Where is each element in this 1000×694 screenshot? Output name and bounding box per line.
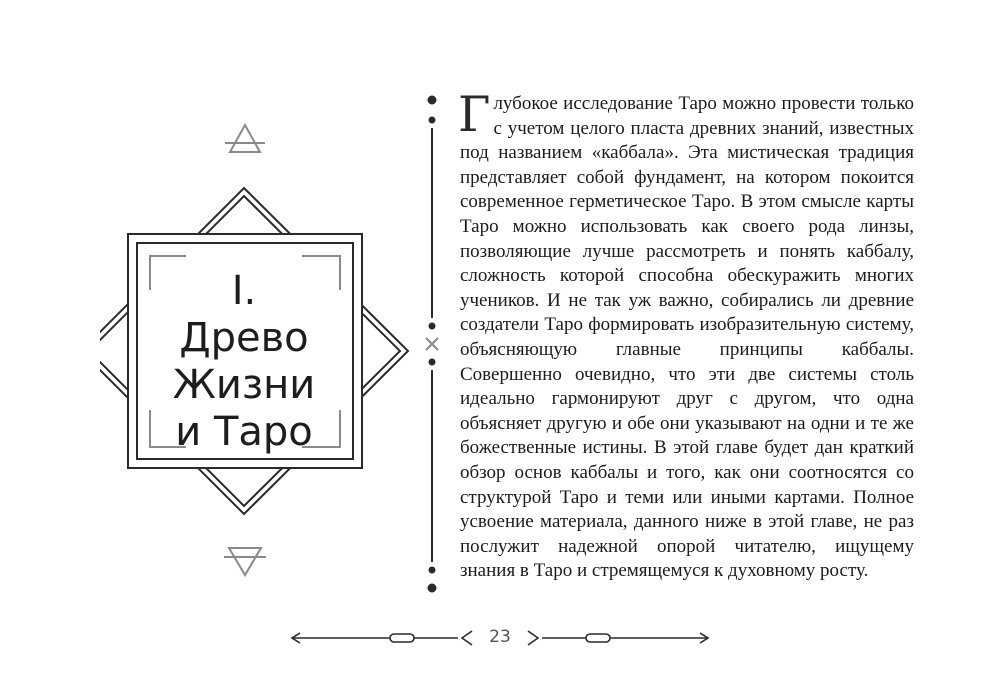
body-paragraph [458, 86, 914, 584]
cross-icon [426, 338, 438, 350]
page-number: 23 [489, 627, 511, 647]
drop-cap: Г [458, 86, 491, 143]
vertical-divider [412, 90, 452, 600]
top-triangle-icon [225, 125, 265, 152]
bottom-triangle-icon [224, 548, 266, 575]
chapter-title-line-3: и Таро [175, 409, 313, 455]
body-text: лубокое исследование Таро можно провести только с учетом целого пласта древних знаний, известных под названием «каббала». Эта мистическая традиция представляет собой фундамент, на котором покоится современное герметическое Таро. В этом смысле карты Таро можно использовать как своего рода линзы, позволяющие лучше рассмотреть и понять каббалу, сложность которой способна обескуражить многих учеников. И не так уж важно, собирались ли древние создатели Таро формировать изобразительную систему, объясняющую главные принципы каббалы. Совершенно очевидно, что эти две системы столь идеально гармонируют друг с другом, что одна объясняет другую и обе они указывают на одни и те же божественные истины. В этой главе будет дан краткий обзор основ каббалы и того, как они соотносятся со структурой Таро и теми или иными картами. Полное усвоение материала, данного ниже в этой главе, не раз послужит надежной опорой читателю, ищущему знания в Таро и стремящемуся к духовному росту. [460, 93, 914, 582]
chapter-number: I. [231, 268, 257, 314]
chapter-title-line-1: Древо [179, 315, 309, 361]
chapter-title-line-2: Жизни [172, 362, 316, 408]
chapter-title [156, 268, 332, 456]
